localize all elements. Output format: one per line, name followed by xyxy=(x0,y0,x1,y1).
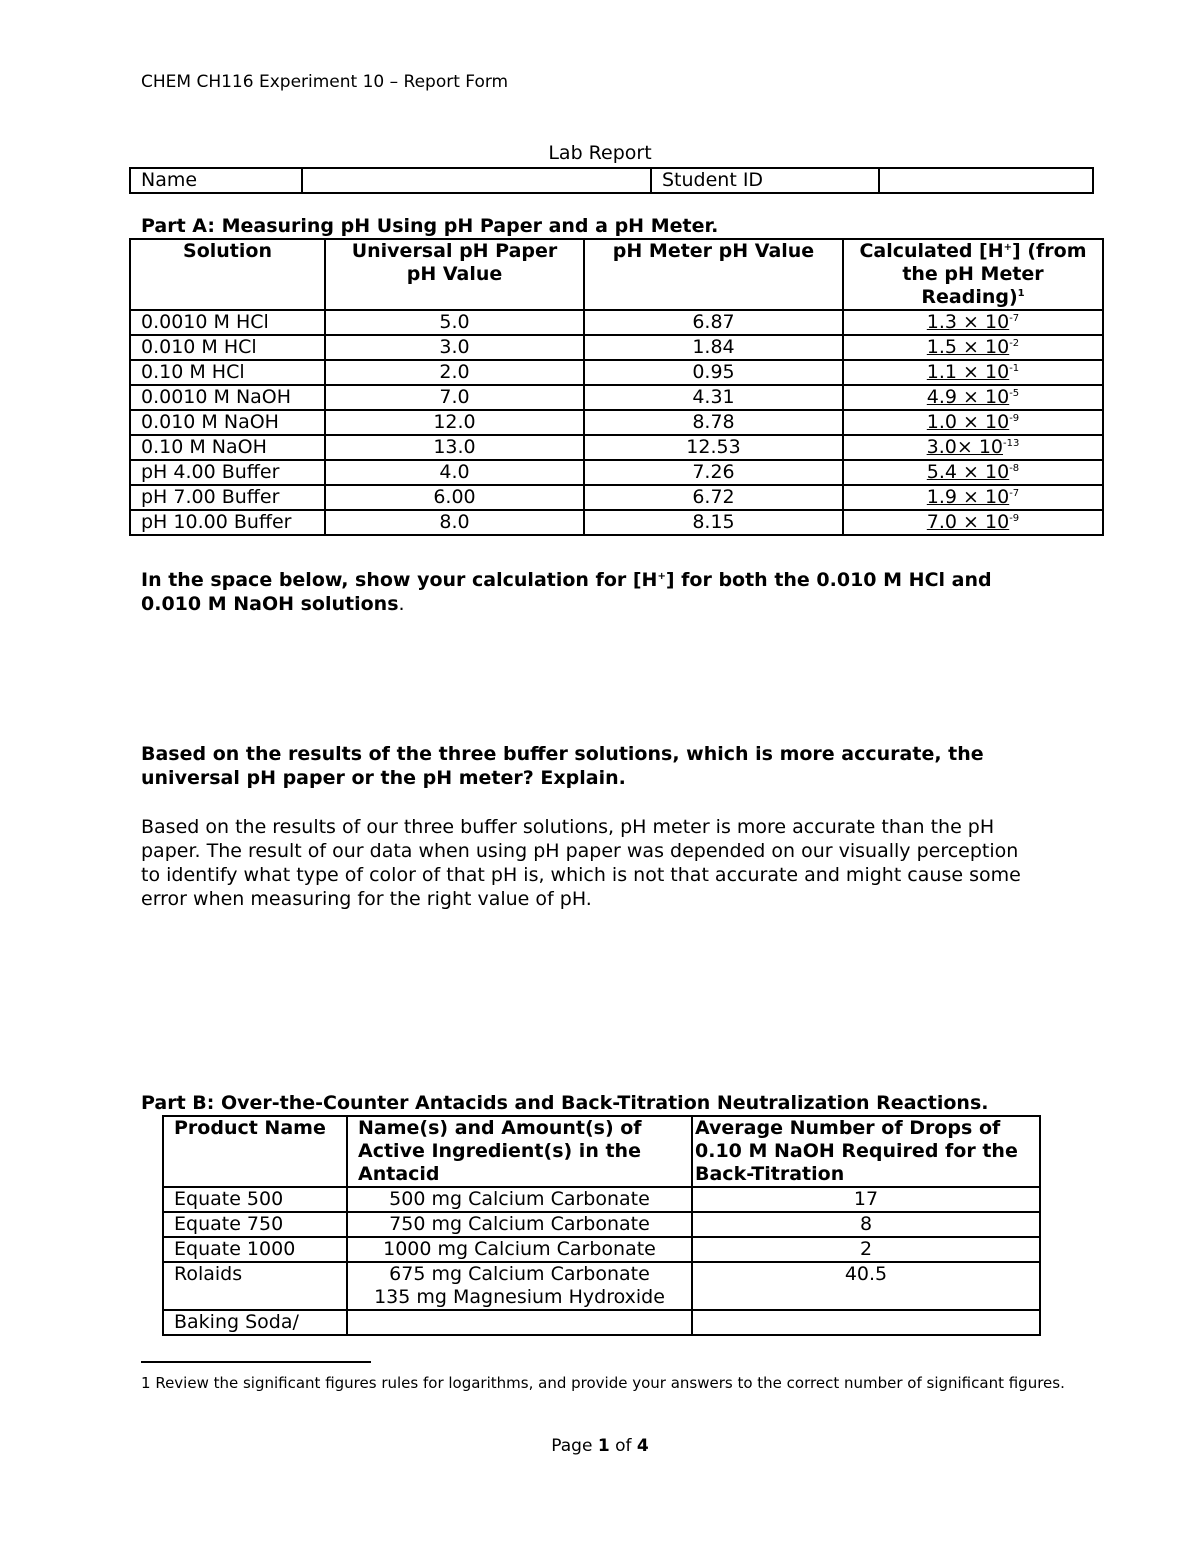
ph-meter-cell: 4.31 xyxy=(584,385,843,410)
ph-paper-cell: 8.0 xyxy=(325,510,584,535)
ph-table-row xyxy=(130,360,1103,385)
solution-cell: 0.0010 M HCl xyxy=(130,310,325,335)
product-name-header: Product Name xyxy=(163,1116,347,1187)
question-calculation-plus: + xyxy=(657,571,666,582)
answer-line4: error when measuring for the right value of pH. xyxy=(141,888,592,910)
product-name-cell: Baking Soda/ xyxy=(163,1310,347,1335)
calculated-h-mantissa: 1.5 × 10 xyxy=(926,336,1010,358)
product-name-cell: Equate 500 xyxy=(163,1187,347,1212)
solution-cell: 0.010 M NaOH xyxy=(130,410,325,435)
answer-line3: to identify what type of color of that pH is, which is not that accurate and might cause some xyxy=(141,864,1021,886)
ph-paper-cell: 3.0 xyxy=(325,335,584,360)
footnote xyxy=(141,1373,1071,1393)
calculated-h-cell xyxy=(843,460,1103,485)
name-row xyxy=(130,168,1093,193)
naoh-drops-cell xyxy=(692,1310,1040,1335)
calculated-h-cell xyxy=(843,385,1103,410)
part-b-title: Part B: Over-the-Counter Antacids and Back-Titration Neutralization Reactions. xyxy=(141,1092,989,1114)
antacid-row xyxy=(163,1187,1040,1212)
solution-cell: 0.010 M HCl xyxy=(130,335,325,360)
antacid-table xyxy=(162,1115,1041,1336)
solution-cell: 0.10 M NaOH xyxy=(130,435,325,460)
ingredient-line1: 750 mg Calcium Carbonate xyxy=(389,1213,650,1235)
product-name-cell: Rolaids xyxy=(163,1262,347,1310)
footnote-separator xyxy=(141,1361,371,1363)
footnote-ref: 1 xyxy=(1017,288,1025,299)
calc-header-bracket: ] xyxy=(1012,240,1021,262)
ph-paper-cell: 12.0 xyxy=(325,410,584,435)
ph-meter-cell: 8.15 xyxy=(584,510,843,535)
ph-table-row xyxy=(130,310,1103,335)
ph-table-row xyxy=(130,460,1103,485)
calculated-h-mantissa: 5.4 × 10 xyxy=(926,461,1010,483)
name-field[interactable] xyxy=(302,168,651,193)
ph-table-row xyxy=(130,435,1103,460)
calculated-h-cell xyxy=(843,360,1103,385)
question-calculation xyxy=(141,568,1101,616)
ph-table-row xyxy=(130,410,1103,435)
question-calculation-period: . xyxy=(398,593,405,615)
ph-table-row xyxy=(130,510,1103,535)
question-accuracy xyxy=(141,742,1101,790)
calc-header-line2: (from the pH Meter Reading) xyxy=(902,240,1087,308)
solution-cell: pH 4.00 Buffer xyxy=(130,460,325,485)
answer-accuracy xyxy=(141,815,1101,911)
calculated-h-mantissa: 1.3 × 10 xyxy=(926,311,1010,333)
page-header: CHEM CH116 Experiment 10 – Report Form xyxy=(141,72,509,92)
ph-meter-cell: 7.26 xyxy=(584,460,843,485)
calculated-h-exponent: -5 xyxy=(1009,388,1020,399)
page-label: Page xyxy=(551,1436,593,1456)
calculated-h-exponent: -13 xyxy=(1003,438,1020,449)
student-id-field[interactable] xyxy=(879,168,1093,193)
ingredient-line1: 500 mg Calcium Carbonate xyxy=(389,1188,650,1210)
answer-line1: Based on the results of our three buffer solutions, pH meter is more accurate than the pH xyxy=(141,816,995,838)
ph-paper-cell: 2.0 xyxy=(325,360,584,385)
ph-table-row xyxy=(130,485,1103,510)
calculated-h-cell xyxy=(843,510,1103,535)
student-id-label: Student ID xyxy=(651,168,879,193)
ingredient-line2: 135 mg Magnesium Hydroxide xyxy=(374,1286,665,1308)
question-calculation-line2: 0.010 M NaOH solutions xyxy=(141,593,399,615)
ph-meter-cell: 12.53 xyxy=(584,435,843,460)
ph-paper-header: Universal pH Paper pH Value xyxy=(325,239,584,310)
calculated-h-exponent: -9 xyxy=(1009,513,1020,524)
footnote-number: 1 xyxy=(141,1374,151,1392)
ph-table-row xyxy=(130,385,1103,410)
ph-meter-cell: 0.95 xyxy=(584,360,843,385)
solution-header: Solution xyxy=(130,239,325,310)
calculated-h-exponent: -7 xyxy=(1009,313,1020,324)
active-ingredient-header: Name(s) and Amount(s) of Active Ingredient(s) in the Antacid xyxy=(347,1116,692,1187)
calculated-h-mantissa: 1.0 × 10 xyxy=(926,411,1010,433)
ph-paper-cell: 5.0 xyxy=(325,310,584,335)
footnote-text: Review the significant figures rules for logarithms, and provide your answers to the correct number of significant figures. xyxy=(150,1374,1065,1392)
calculated-h-exponent: -9 xyxy=(1009,413,1020,424)
ph-meter-cell: 8.78 xyxy=(584,410,843,435)
antacid-header-row xyxy=(163,1116,1040,1187)
calculated-h-mantissa: 1.1 × 10 xyxy=(926,361,1010,383)
ingredient-line1: 675 mg Calcium Carbonate xyxy=(389,1263,650,1285)
naoh-drops-cell: 2 xyxy=(692,1237,1040,1262)
active-ingredient-cell xyxy=(347,1187,692,1212)
calculated-h-cell xyxy=(843,485,1103,510)
lab-report-title: Lab Report xyxy=(548,142,652,164)
name-table xyxy=(129,167,1094,194)
ph-paper-cell: 13.0 xyxy=(325,435,584,460)
ph-meter-header: pH Meter pH Value xyxy=(584,239,843,310)
solution-cell: pH 7.00 Buffer xyxy=(130,485,325,510)
ph-meter-cell: 6.87 xyxy=(584,310,843,335)
ingredient-line1: 1000 mg Calcium Carbonate xyxy=(383,1238,656,1260)
ph-paper-cell: 7.0 xyxy=(325,385,584,410)
naoh-drops-header: Average Number of Drops of 0.10 M NaOH Required for the Back-Titration xyxy=(692,1116,1040,1187)
calculated-h-exponent: -2 xyxy=(1009,338,1020,349)
question-calculation-pre: In the space below, show your calculation for [H xyxy=(141,569,658,591)
calculated-h-mantissa: 4.9 × 10 xyxy=(926,386,1010,408)
calc-header-plus: + xyxy=(1003,242,1013,253)
antacid-row xyxy=(163,1212,1040,1237)
ph-meter-cell: 1.84 xyxy=(584,335,843,360)
ph-table-row xyxy=(130,335,1103,360)
naoh-drops-cell: 8 xyxy=(692,1212,1040,1237)
calc-header-line1: Calculated [H xyxy=(859,240,1004,262)
antacid-row xyxy=(163,1262,1040,1310)
active-ingredient-cell xyxy=(347,1212,692,1237)
active-ingredient-cell xyxy=(347,1262,692,1310)
calculated-h-header xyxy=(843,239,1103,310)
solution-cell: pH 10.00 Buffer xyxy=(130,510,325,535)
calculated-h-cell xyxy=(843,435,1103,460)
solution-cell: 0.10 M HCl xyxy=(130,360,325,385)
question-accuracy-line1: Based on the results of the three buffer solutions, which is more accurate, the xyxy=(141,743,984,765)
active-ingredient-cell xyxy=(347,1237,692,1262)
product-name-cell: Equate 750 xyxy=(163,1212,347,1237)
calculated-h-cell xyxy=(843,410,1103,435)
calculated-h-mantissa: 7.0 × 10 xyxy=(926,511,1010,533)
answer-line2: paper. The result of our data when using pH paper was depended on our visually perception xyxy=(141,840,1019,862)
question-accuracy-line2: universal pH paper or the pH meter? Explain. xyxy=(141,767,626,789)
antacid-row xyxy=(163,1310,1040,1335)
naoh-drops-cell: 40.5 xyxy=(692,1262,1040,1310)
product-name-cell: Equate 1000 xyxy=(163,1237,347,1262)
page-total: 4 xyxy=(636,1436,649,1456)
ph-table-header-row xyxy=(130,239,1103,310)
naoh-drops-cell: 17 xyxy=(692,1187,1040,1212)
active-ingredient-cell xyxy=(347,1310,692,1335)
calculated-h-exponent: -1 xyxy=(1009,363,1020,374)
part-a-title: Part A: Measuring pH Using pH Paper and a pH Meter. xyxy=(141,215,719,237)
question-calculation-post: ] for both the 0.010 M HCl and xyxy=(665,569,992,591)
calculated-h-cell xyxy=(843,310,1103,335)
calculated-h-mantissa: 3.0× 10 xyxy=(926,436,1003,458)
calculated-h-exponent: -7 xyxy=(1009,488,1020,499)
ph-measurement-table xyxy=(129,238,1104,536)
antacid-row xyxy=(163,1237,1040,1262)
name-label: Name xyxy=(130,168,302,193)
calculated-h-exponent: -8 xyxy=(1009,463,1020,474)
ph-paper-cell: 4.0 xyxy=(325,460,584,485)
ph-meter-cell: 6.72 xyxy=(584,485,843,510)
solution-cell: 0.0010 M NaOH xyxy=(130,385,325,410)
calculated-h-cell xyxy=(843,335,1103,360)
page-number xyxy=(0,1436,1200,1456)
page-of: of xyxy=(615,1436,632,1456)
page-current: 1 xyxy=(597,1436,610,1456)
calculated-h-mantissa: 1.9 × 10 xyxy=(926,486,1010,508)
ph-paper-cell: 6.00 xyxy=(325,485,584,510)
